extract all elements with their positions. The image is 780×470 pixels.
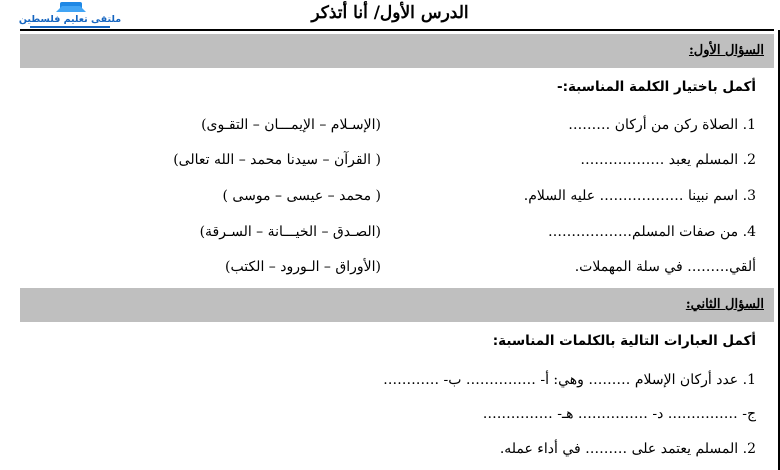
q1-item-5 [24,259,756,285]
q1-item-statement: 4. من صفات المسلم……………… [548,224,756,240]
q1-item-choices: (الأوراق – الـورود – الكتب) [225,259,381,275]
q1-item-choices: (الإسـلام – الإيمـــان – التقـوى) [201,117,381,133]
q1-item-choices: ( محمد – عيسى – موسى ) [222,188,381,204]
question2-instruction: أكمل العبارات التالية بالكلمات المناسبة: [492,333,756,349]
q1-item-choices: (الصـدق – الخيـــانة – السـرقة) [199,224,381,240]
q1-item-statement: ألقي……… في سلة المهملات. [574,259,756,275]
q1-item-4 [24,224,756,250]
page-title: الدرس الأول/ أنا أتذكر [311,3,469,23]
q2-line-3: 2. المسلم يعتمد على ……… في أداء عمله. [499,441,756,457]
question2-header-bar [20,288,774,322]
q1-item-choices: ( القرآن – سيدنا محمد – الله تعالى) [173,152,381,168]
question1-header-bar [20,34,774,68]
q1-item-3 [24,188,756,214]
title-divider [20,29,774,31]
q1-item-statement: 2. المسلم يعبد ……………… [580,152,756,168]
q1-item-statement: 1. الصلاة ركن من أركان ……… [568,117,756,133]
logo-text: ملتقى تعليم فلسطين [18,14,122,25]
q2-line-2: ج- …………… د- …………… هـ- …………… [482,406,756,422]
q1-item-1 [24,117,756,143]
q1-item-statement: 3. اسم نبينا ……………… عليه السلام. [523,188,756,204]
question1-instruction: أكمل باختيار الكلمة المناسبة:- [556,79,756,95]
q2-line-1: 1. عدد أركان الإسلام ……… وهي: أ- …………… ب- ………… [383,372,756,388]
question2-label: السؤال الثاني: [685,297,764,312]
question1-label: السؤال الأول: [688,43,764,58]
q1-item-2 [24,152,756,178]
